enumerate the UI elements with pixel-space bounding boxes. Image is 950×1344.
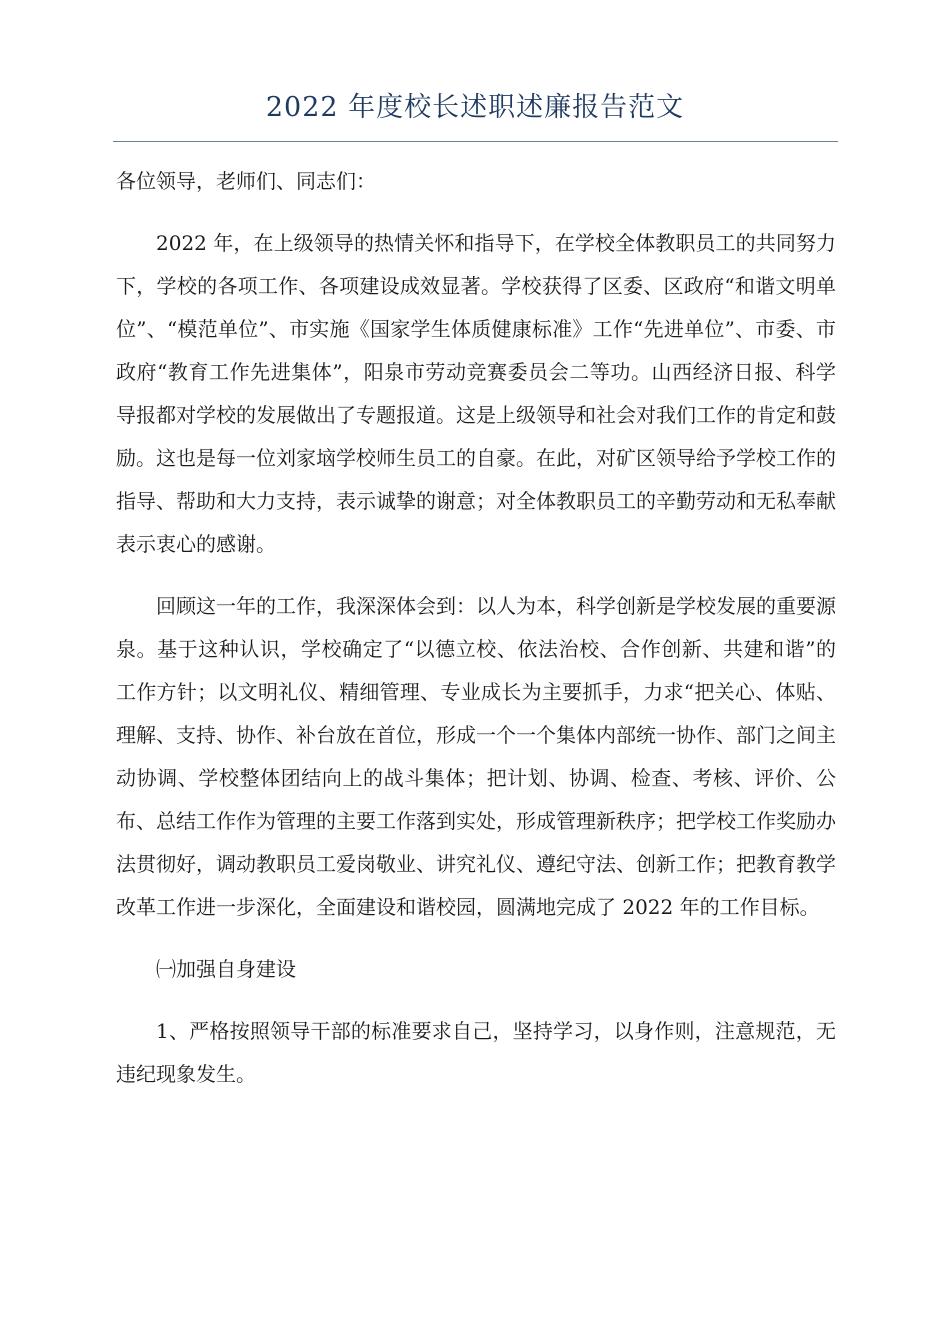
document-title: 2022 年度校长述职述廉报告范文 <box>265 92 685 123</box>
paragraph-review: 回顾这一年的工作，我深深体会到：以人为本，科学创新是学校发展的重要源泉。基于这种认识，学校确定了“以德立校、依法治校、合作创新、共建和谐”的工作方针；以文明礼仪、精细管理、专业成长为主要抓手，力求“把关心、体贴、理解、支持、协作、补台放在首位，形成一个一个集体内部统一协作、部门之间主动协调、学校整体团结向上的战斗集体；把计划、协调、检查、考核、评价、公布、总结工作作为管理的主要工作落到实处，形成管理新秩序；把学校工作奖励办法贯彻好，调动教职员工爱岗敬业、讲究礼仪、遵纪守法、创新工作；把教育教学改革工作进一步深化，全面建设和谐校园，圆满地完成了 2022 年的工作目标。 <box>116 594 836 919</box>
section-heading: ㈠加强自身建设 <box>156 957 296 981</box>
paragraph-item-1: 1、严格按照领导干部的标准要求自己，坚持学习，以身作则，注意规范，无违纪现象发生。 <box>116 1019 836 1086</box>
paragraph-intro: 2022 年，在上级领导的热情关怀和指导下，在学校全体教职员工的共同努力下，学校的各项工作、各项建设成效显著。学校获得了区委、区政府“和谐文明单位”、“模范单位”、市实施《国家学生体质健康标准》工作“先进单位”、市委、市政府“教育工作先进集体”，阳泉市劳动竞赛委员会二等功。山西经济日报、科学导报都对学校的发展做出了专题报道。这是上级领导和社会对我们工作的肯定和鼓励。这也是每一位刘家垴学校师生员工的自豪。在此，对矿区领导给予学校工作的指导、帮助和大力支持，表示诚挚的谢意；对全体教职员工的辛勤劳动和无私奉献表示衷心的感谢。 <box>116 231 836 556</box>
title-divider <box>113 141 838 142</box>
document-body <box>116 160 836 1115</box>
greeting: 各位领导，老师们、同志们： <box>116 169 376 193</box>
